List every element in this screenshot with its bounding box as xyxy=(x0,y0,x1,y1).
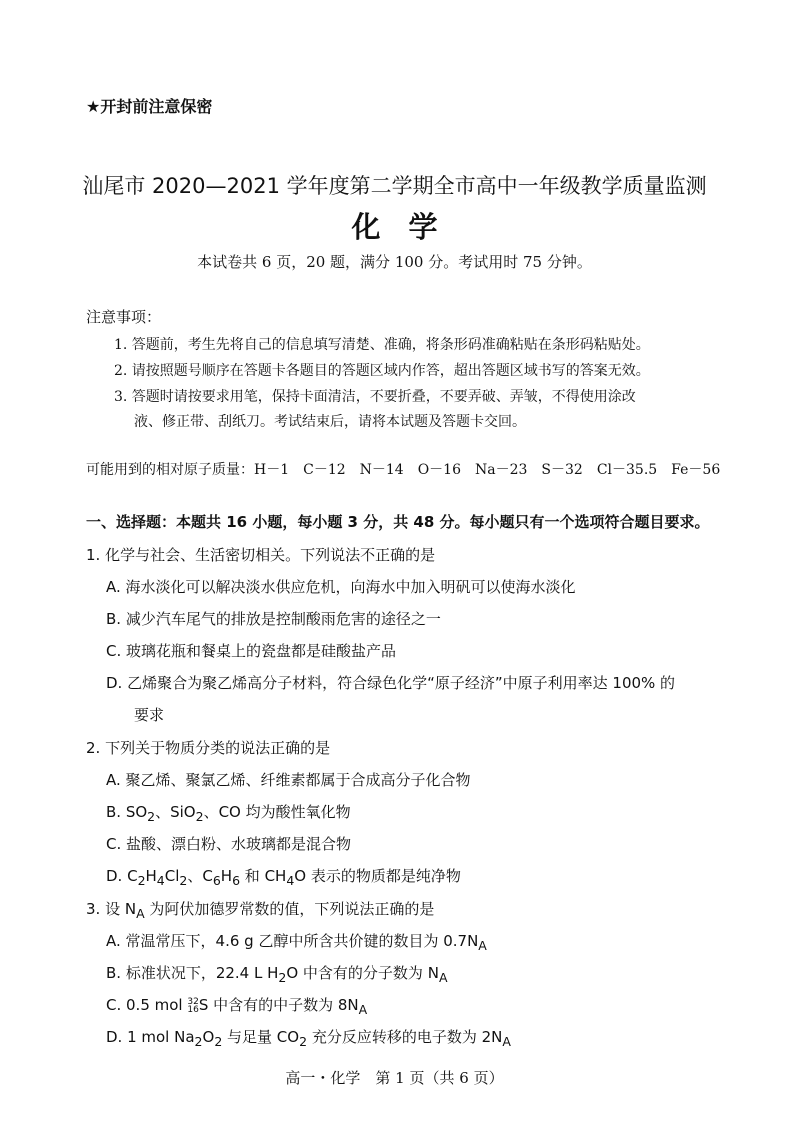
section-heading: 一、选择题：本题共 16 小题，每小题 3 分，共 48 分。每小题只有一个选项符合题目要求。 xyxy=(86,513,710,531)
notice-item-2: 2. 请按照题号顺序在答题卡各题目的答题区域内作答，超出答题区域书写的答案无效。 xyxy=(114,363,650,379)
question-1-stem: 1. 化学与社会、生活密切相关。下列说法不正确的是 xyxy=(86,546,436,564)
question-1-option-d: D. 乙烯聚合为聚乙烯高分子材料，符合绿色化学“原子经济”中原子利用率达 100% 的 xyxy=(106,674,676,692)
question-1-option-c: C. 玻璃花瓶和餐桌上的瓷盘都是硅酸盐产品 xyxy=(106,642,397,660)
question-3-stem: 3. 设 $N_A$ 为阿伏加德罗常数的值，下列说法正确的是 xyxy=(86,900,435,921)
question-3-option-b: B. 标准状况下，22.4 L $H_2O$ 中含有的分子数为 $N_A$ xyxy=(106,964,448,985)
notice-item-1: 1. 答题前，考生先将自己的信息填写清楚、准确，将条形码准确粘贴在条形码粘贴处。 xyxy=(114,337,650,353)
confidential-note: ★开封前注意保密 xyxy=(86,97,213,116)
question-2-option-d: D. $C_2H_4Cl_2$、$C_6H_6$ 和 $CH_4O$ 表示的物质都是纯净物 xyxy=(106,867,461,888)
question-1-option-d-cont: 要求 xyxy=(134,706,165,724)
exam-title: 汕尾市 2020—2021 学年度第二学期全市高中一年级教学质量监测 xyxy=(82,174,707,198)
question-1-option-a: A. 海水淡化可以解决淡水供应危机，向海水中加入明矾可以使海水淡化 xyxy=(106,578,576,596)
question-2-stem: 2. 下列关于物质分类的说法正确的是 xyxy=(86,739,331,757)
question-2-option-a: A. 聚乙烯、聚氯乙烯、纤维素都属于合成高分子化合物 xyxy=(106,771,471,789)
atomic-masses: 可能用到的相对原子质量：H－1 C－12 N－14 O－16 Na－23 S－32 Cl－35.5 Fe－56 xyxy=(86,462,721,478)
notice-item-3: 3. 答题时请按要求用笔，保持卡面清洁，不要折叠，不要弄破、弄皱，不得使用涂改 xyxy=(114,389,636,405)
exam-info: 本试卷共 6 页，20 题，满分 100 分。考试用时 75 分钟。 xyxy=(197,253,592,271)
question-3-option-d: D. 1 mol $Na_2O_2$ 与足量 $CO_2$ 充分反应转移的电子数为 $2N_A$ xyxy=(106,1028,511,1049)
page-footer: 高一・化学 第 1 页（共 6 页） xyxy=(285,1069,504,1087)
question-2-option-c: C. 盐酸、漂白粉、水玻璃都是混合物 xyxy=(106,835,352,853)
notice-item-3-cont: 液、修正带、刮纸刀。考试结束后，请将本试题及答题卡交回。 xyxy=(134,414,526,430)
notice-heading: 注意事项： xyxy=(86,308,162,326)
subject-title: 化学 xyxy=(351,210,466,244)
question-2-option-b: B. $SO_2$、SiO$_2$、CO 均为酸性氧化物 xyxy=(106,803,351,824)
question-3-option-a: A. 常温常压下，4.6 g 乙醇中所含共价键的数目为 $0.7N_A$ xyxy=(106,932,487,953)
question-1-option-b: B. 减少汽车尾气的排放是控制酸雨危害的途径之一 xyxy=(106,610,441,628)
question-3-option-c: C. 0.5 mol 32 16S 中含有的中子数为 $8N_A$ xyxy=(106,996,368,1017)
